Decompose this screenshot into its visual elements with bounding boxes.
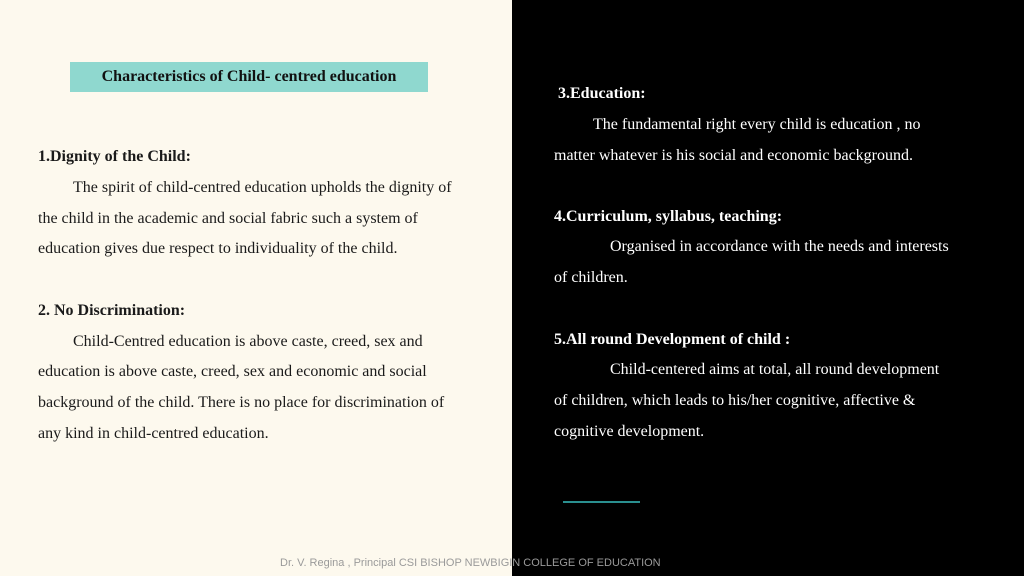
section-2-line: any kind in child-centred education. — [38, 425, 269, 442]
section-2-heading: 2. No Discrimination: — [38, 302, 186, 319]
section-1-line: The spirit of child-centred education upholds the dignity of — [73, 179, 452, 196]
footer-credit: Dr. V. Regina , Principal CSI BISHOP NEWBIGIN COLLEGE OF EDUCATION — [280, 557, 661, 569]
section-2-line: background of the child. There is no place for discrimination of — [38, 394, 445, 411]
section-4-line: Organised in accordance with the needs and interests — [610, 238, 949, 255]
section-1-heading: 1.Dignity of the Child: — [38, 148, 191, 165]
section-1-line: education gives due respect to individuality of the child. — [38, 240, 398, 257]
section-5-line: Child-centered aims at total, all round development — [610, 361, 940, 378]
section-2-line: Child-Centred education is above caste, creed, sex and — [73, 333, 423, 350]
section-5-line: cognitive development. — [554, 423, 705, 440]
section-5-heading: 5.All round Development of child : — [554, 331, 791, 348]
slide-title: Characteristics of Child- centred education — [101, 68, 397, 85]
section-3-heading: 3.Education: — [558, 85, 646, 102]
section-2-line: education is above caste, creed, sex and economic and social — [38, 363, 427, 380]
section-4-heading: 4.Curriculum, syllabus, teaching: — [554, 208, 783, 225]
section-5-line: of children, which leads to his/her cognitive, affective & — [554, 392, 916, 409]
section-1-line: the child in the academic and social fabric such a system of — [38, 210, 418, 227]
slide-title-box — [70, 62, 428, 92]
section-4-line: of children. — [554, 269, 628, 286]
section-3-line: The fundamental right every child is education , no — [593, 116, 921, 133]
section-3-line: matter whatever is his social and economic background. — [554, 147, 913, 164]
accent-divider — [563, 501, 640, 503]
